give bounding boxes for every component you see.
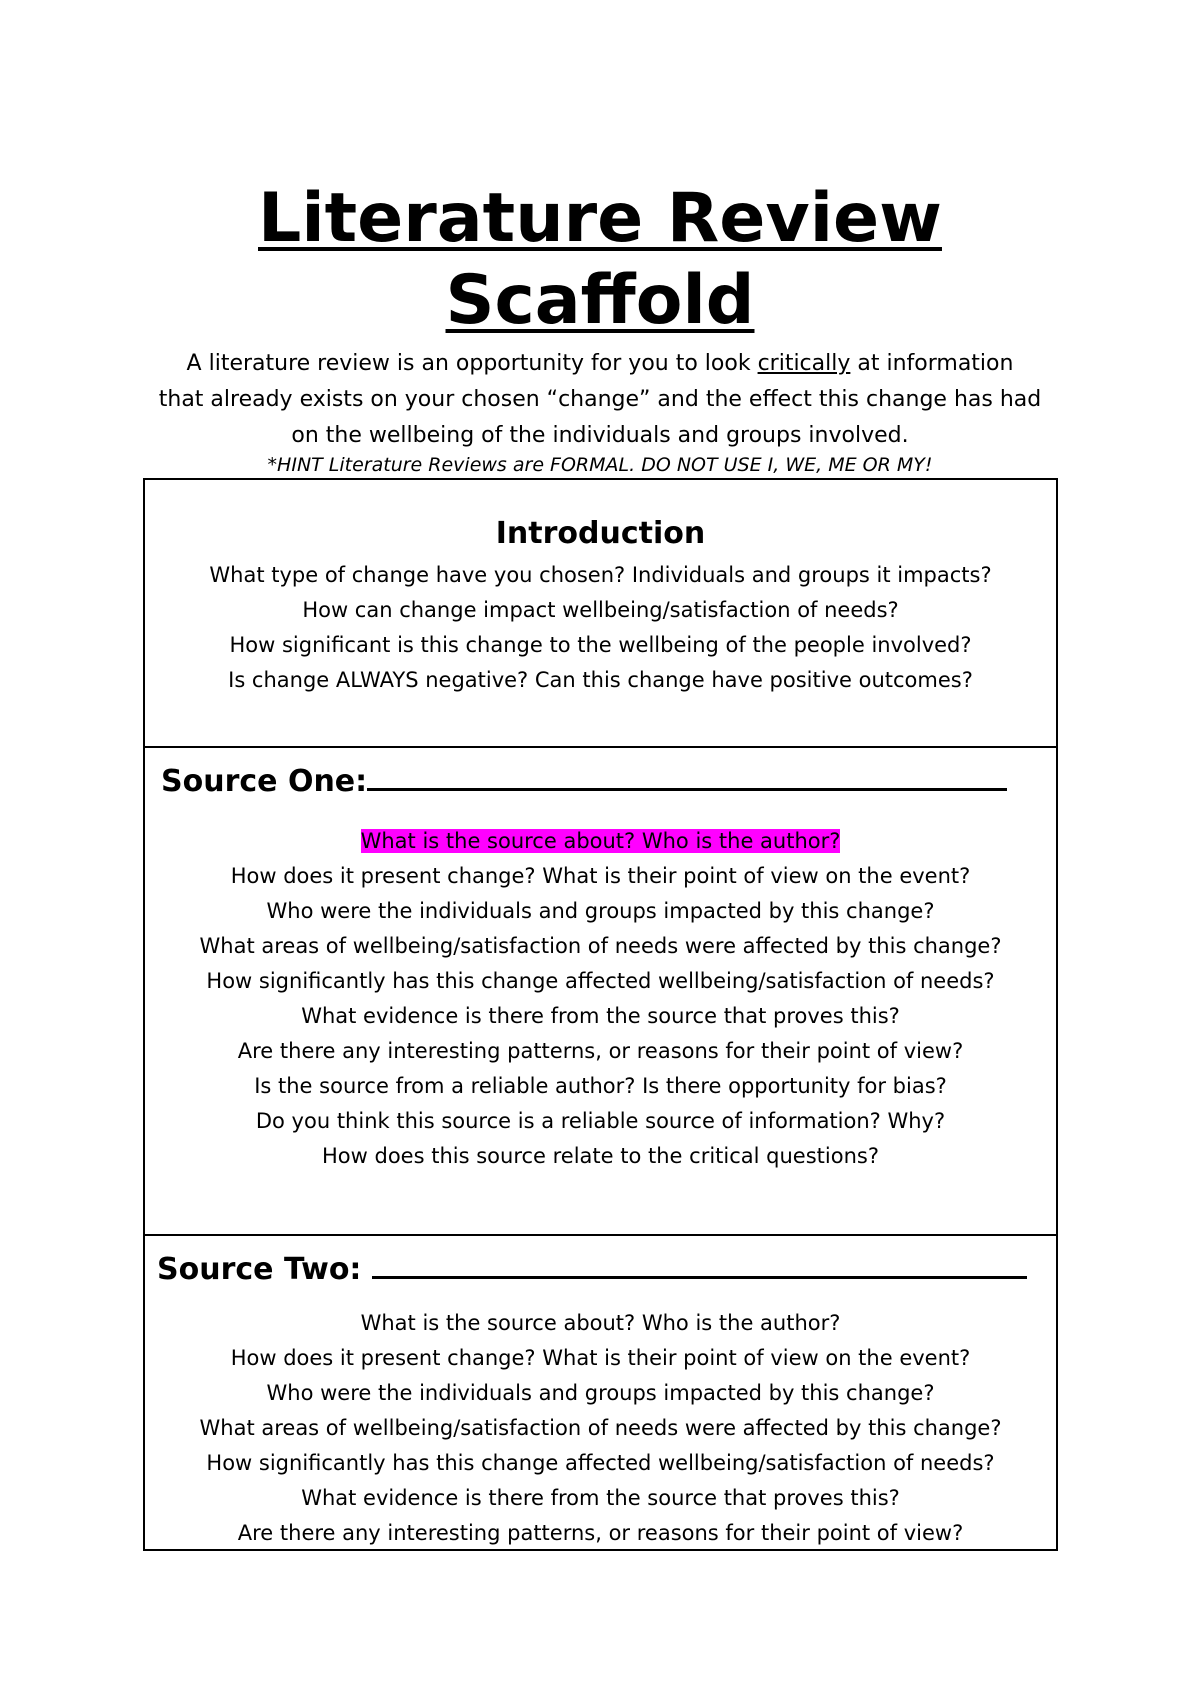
source-two-heading-row xyxy=(157,1248,1027,1290)
source-two-blank-line xyxy=(372,1248,1027,1279)
highlighted-question: What is the source about? Who is the author? xyxy=(360,829,841,853)
intro-line-2: that already exists on your chosen “change” and the effect this change has had xyxy=(158,387,1042,412)
source-one-heading: Source One: xyxy=(161,764,368,799)
formal-hint: *HINT Literature Reviews are FORMAL. DO NOT USE I, WE, ME OR MY! xyxy=(267,454,933,476)
list-item: Do you think this source is a reliable source of information? Why? xyxy=(255,1109,946,1133)
list-item: How significantly has this change affected wellbeing/satisfaction of needs? xyxy=(206,969,995,993)
source-one-questions xyxy=(145,824,1056,1174)
source-one-blank-line xyxy=(367,760,1007,791)
source-one-heading-row xyxy=(161,760,1007,802)
list-item: Who were the individuals and groups impacted by this change? xyxy=(266,899,935,923)
introduction-section xyxy=(145,480,1056,748)
list-item: What areas of wellbeing/satisfaction of needs were affected by this change? xyxy=(199,1416,1002,1440)
source-two-section xyxy=(145,1236,1056,1551)
list-item: Who were the individuals and groups impacted by this change? xyxy=(266,1381,935,1405)
list-item: What is the source about? Who is the author? xyxy=(360,1311,841,1335)
list-item: How significant is this change to the wellbeing of the people involved? xyxy=(229,633,972,657)
page-title-line-1: Literature Review xyxy=(258,179,942,258)
source-two-heading: Source Two: xyxy=(157,1252,362,1287)
list-item: What type of change have you chosen? Individuals and groups it impacts? xyxy=(209,563,992,587)
list-item: How does this source relate to the critical questions? xyxy=(322,1144,879,1168)
page-title-line-2: Scaffold xyxy=(445,261,755,340)
introduction-heading: Introduction xyxy=(495,516,706,551)
list-item: How does it present change? What is their point of view on the event? xyxy=(230,864,971,888)
scaffold-table xyxy=(143,478,1058,1551)
list-item: How does it present change? What is their point of view on the event? xyxy=(230,1346,971,1370)
source-two-questions xyxy=(145,1306,1056,1551)
list-item: Are there any interesting patterns, or reasons for their point of view? xyxy=(237,1039,964,1063)
list-item: Is the source from a reliable author? Is there opportunity for bias? xyxy=(254,1074,947,1098)
intro-line-3: on the wellbeing of the individuals and groups involved. xyxy=(291,423,909,448)
list-item: How significantly has this change affected wellbeing/satisfaction of needs? xyxy=(206,1451,995,1475)
intro-emphasis-critically: critically xyxy=(757,351,851,376)
source-one-section xyxy=(145,748,1056,1236)
list-item: How can change impact wellbeing/satisfaction of needs? xyxy=(302,598,899,622)
introduction-questions xyxy=(145,558,1056,698)
list-item: Are there any interesting patterns, or reasons for their point of view? xyxy=(237,1521,964,1545)
intro-line-1 xyxy=(100,346,1100,382)
list-item: What areas of wellbeing/satisfaction of needs were affected by this change? xyxy=(199,934,1002,958)
list-item: Is change ALWAYS negative? Can this change have positive outcomes? xyxy=(228,668,973,692)
intro-paragraph xyxy=(100,346,1100,454)
intro-line-1-end: at information xyxy=(850,351,1014,376)
list-item: What evidence is there from the source that proves this? xyxy=(301,1486,900,1510)
list-item xyxy=(145,824,1056,859)
intro-line-1-start: A literature review is an opportunity for you to look xyxy=(186,351,758,376)
list-item: What evidence is there from the source that proves this? xyxy=(301,1004,900,1028)
